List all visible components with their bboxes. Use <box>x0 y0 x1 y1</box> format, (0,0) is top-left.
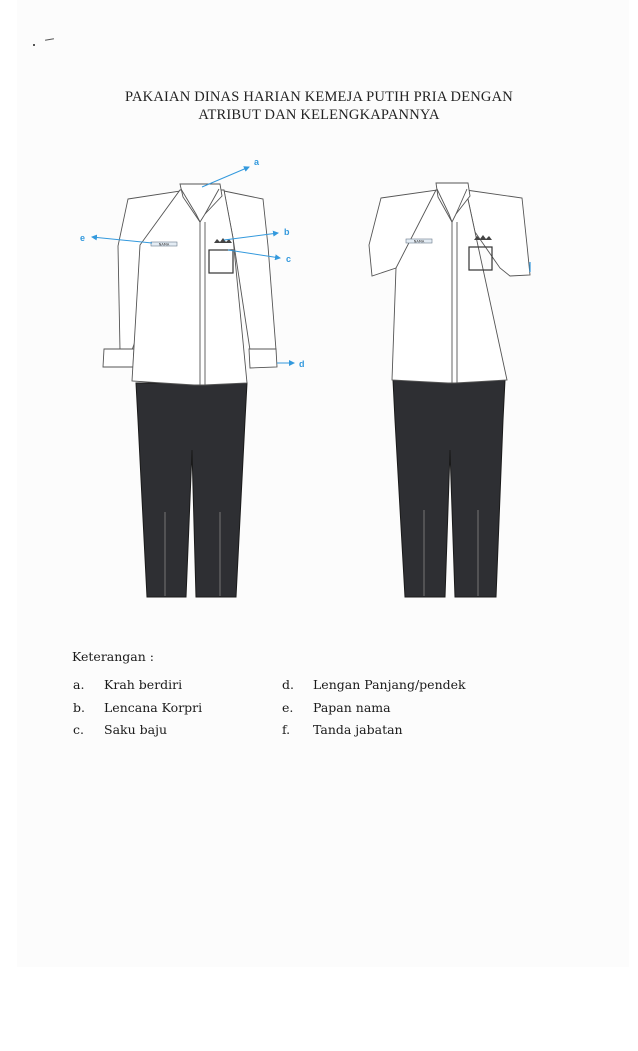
title-line-2: ATRIBUT DAN KELENGKAPANNYA <box>198 107 440 123</box>
legend-item <box>73 677 202 700</box>
name-tag <box>151 242 177 247</box>
legend-heading: Keterangan : <box>72 649 154 664</box>
short-sleeve-uniform <box>369 183 530 597</box>
legend-item <box>73 700 202 723</box>
name-tag <box>406 239 432 244</box>
legend-key: d. <box>282 677 294 692</box>
legend-right-column <box>282 677 466 745</box>
shirt-long-sleeve <box>103 184 277 385</box>
trousers-left <box>136 383 247 597</box>
title-line-1: PAKAIAN DINAS HARIAN KEMEJA PUTIH PRIA DENGAN <box>125 89 513 105</box>
trousers-right <box>393 380 505 597</box>
legend-text: Lencana Korpri <box>104 699 203 715</box>
legend-key: f. <box>282 722 291 737</box>
legend-item <box>282 700 466 723</box>
legend-key: c. <box>73 722 84 737</box>
callout-label-a: a <box>254 157 260 167</box>
legend-text: Krah berdiri <box>104 677 183 692</box>
shirt-short-sleeve <box>369 183 530 383</box>
legend-key: b. <box>73 699 85 715</box>
legend-item <box>282 722 466 745</box>
legend-key: a. <box>73 677 85 692</box>
legend-item <box>73 722 202 745</box>
callout-label-d: d <box>299 359 305 369</box>
name-tag-text: NAMA <box>413 239 425 244</box>
legend-text: Tanda jabatan <box>313 722 403 737</box>
callout-label-b: b <box>284 227 290 237</box>
callout-label-c: c <box>286 254 292 264</box>
callout-label-e: e <box>80 233 86 243</box>
legend-text: Papan nama <box>313 699 391 715</box>
legend-item <box>282 677 466 700</box>
legend-text: Lengan Panjang/pendek <box>313 677 466 692</box>
legend-left-column <box>73 677 202 745</box>
long-sleeve-uniform <box>80 157 305 597</box>
name-tag-text: NAMA <box>158 242 170 247</box>
arrow-a <box>202 167 249 187</box>
legend-text: Saku baju <box>104 722 167 737</box>
legend-key: e. <box>282 699 294 715</box>
